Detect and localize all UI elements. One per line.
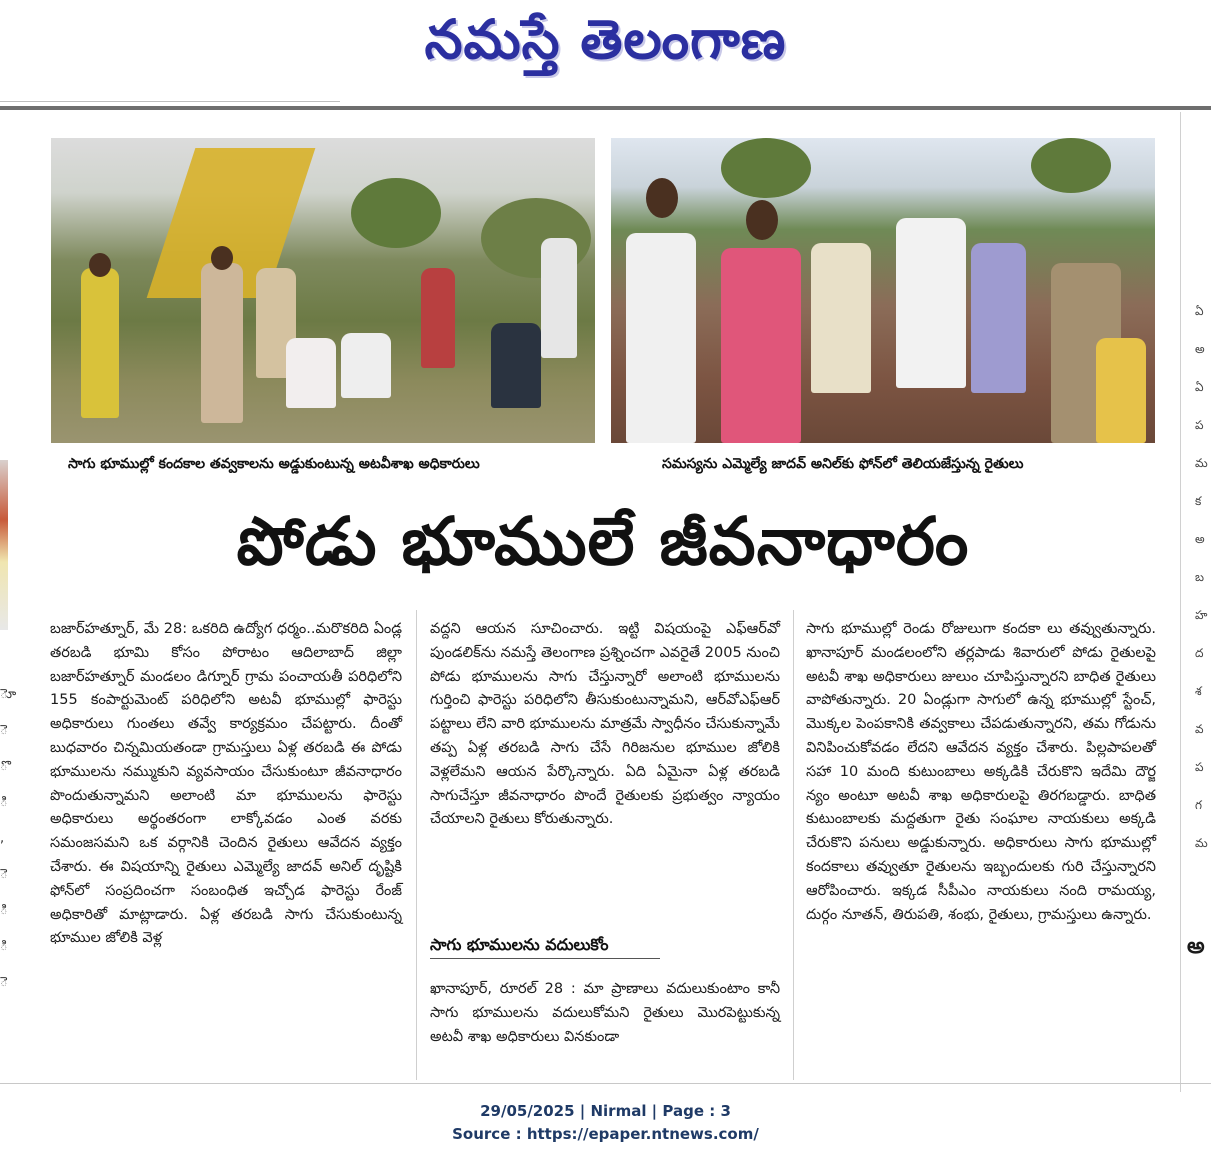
- subheading-underline: [430, 958, 660, 959]
- article-paragraph: బజార్‌హత్నూర్, మే 28: ఒకరిది ఉద్యోగ ధర్మం..మరొకరిది ఏండ్ల తరబడి భూమి కోసం పోరాటం ఆదిలాబాద్ జిల్లా బజార్‌హత్నూర్ మండలం డిగ్నూర్ గ్రామ పంచాయతీ పరిధిలోని 155 కంపార్టుమెంట్ పరిధిలోని అటవీ భూముల్లో ఫారెస్టు అధికారులు గుంతలు తవ్వే కార్యక్రమం చేపట్టారు. దీంతో బుధవారం చిన్నమియతండా గ్రామస్తులు ఏళ్ల తరబడి ఈ పోడు భూములను నమ్ముకుని వ్యవసాయం చేసుకుంటూ జీవనాధారం పొందుతున్నామని అలాంటి మా భూములను ఫారెస్టు అధికారులు అర్థంతరంగా లాక్కోవడం ఎంత వరకు సమంజసమని ఒక వర్గానికి చెందిన రైతులు ఆవేదన వ్యక్తం చేశారు. ఈ విషయాన్ని రైతులు ఎమ్మెల్యే జాదవ్ అనిల్ దృష్టికి ఫోన్‌లో సంప్రదించగా సంబంధిత ఇచ్చోడ ఫారెస్టు రేంజ్ అధికారితో మాట్లాడారు. ఏళ్ల తరబడి సాగు చేసుకుంటున్న భూముల జోలికి వెళ్ల: [50, 621, 402, 947]
- article-paragraph: సాగు భూముల్లో రెండు రోజులుగా కందకా లు తవ్వుతున్నారు. ఖానాపూర్ మండలంలోని తర్లపాడు శివారులో పోడు రైతులపై అటవీ శాఖ అధికారులు జులుం చూపిస్తున్నారని బాధిత రైతులు వాపోతున్నారు. 20 ఏండ్లుగా సాగులో ఉన్న భూముల్లో స్టేంచ్, మొక్కల పెంపకానికి తవ్వకాలు చేపడుతున్నారని, తమ గోడును వినిపించుకోవడం లేదని ఆవేదన వ్యక్తం చేశారు. పిల్లపాపలతో సహా 10 మంది కుటుంబాలు అక్కడికి చేరుకొని ఇదేమి దౌర్జ న్యం అంటూ అటవీ శాఖ అధికారులపై తిరగబడ్డారు. బాధిత కుటుంబాలకు మద్దతుగా రైతు సంఘాల నాయకులు అక్కడి చేరుకొని పనులు అడ్డుకున్నారు. అధికారులు సాగు భూముల్లో కందకాలు తవ్వుతూ రైతులను ఇబ్బందులకు గురి చేస్తున్నారని ఆరోపించారు. ఇక్కడ సీపీఎం నాయకులు నంది రామయ్య, దుర్గం నూతన్, తిరుపతి, శంభు, రైతులు, గ్రామస్తులు ఉన్నారు.: [806, 621, 1156, 923]
- left-text-fragments: ెూ ె ొ ి , ె ి ి ె: [0, 687, 17, 990]
- masthead-thin-rule: [0, 101, 340, 102]
- person-shape: [286, 338, 336, 408]
- article-column-2: [430, 618, 780, 832]
- photo-caption-left: సాగు భూముల్లో కందకాల తవ్వకాలను అడ్డుకుంటున్న అటవీశాఖ అధికారులు: [68, 456, 480, 472]
- photo-forest-officials: [51, 138, 595, 443]
- column-divider: [793, 610, 794, 1080]
- article-paragraph: ఖానాపూర్, రూరల్ 28 : మా ప్రాణాలు వదులుకుంటాం కానీ సాగు భూములను వదులుకోమని రైతులు మొరపెట్టుకున్న అటవీ శాఖ అధికారులు వినకుండా: [430, 981, 780, 1045]
- page-footer: [0, 1100, 1211, 1146]
- person-shape: [541, 238, 577, 358]
- person-shape: [421, 268, 455, 368]
- tree-shape: [351, 178, 441, 248]
- source-link[interactable]: Source : https://epaper.ntnews.com/: [452, 1125, 759, 1143]
- person-head: [89, 253, 111, 277]
- person-shape: [811, 243, 871, 393]
- right-text-fragments: ఏ అ ఏ ప మ క అ బ హ ద శ వ ప గ మ: [1195, 304, 1208, 850]
- left-cropped-photo: [0, 460, 8, 630]
- photo-caption-right: సమస్యను ఎమ్మెల్యే జాదవ్ అనిల్‌కు ఫోన్‌లో తెలియజేస్తున్న రైతులు: [662, 456, 1024, 472]
- column-divider: [416, 610, 417, 1080]
- person-shape: [896, 218, 966, 388]
- person-shape: [626, 233, 696, 443]
- newspaper-logo: నమస్తే తెలంగాణ: [424, 7, 787, 71]
- person-shape: [341, 333, 391, 398]
- article-subheading: సాగు భూములను వదులుకోం: [430, 935, 609, 954]
- person-head: [211, 246, 233, 270]
- article-paragraph: వద్దని ఆయన సూచించారు. ఇట్టి విషయంపై ఎఫ్‌ఆర్‌వో పుండలిక్‌ను నమస్తే తెలంగాణ ప్రశ్నించగా ఎవరైతే 2005 నుంచి పోడు భూములను సాగు చేస్తున్నారో అలాంటి భూములను గుర్తించి ఫారెస్టు పరిధిలోని తీసుకుంటున్నామని, ఆర్‌వోఎఫ్‌ఆర్ పట్టాలు లేని వారి భూములను మాత్రమే స్వాధీనం చేసుకున్నామే తప్ప ఏళ్ల తరబడి సాగు చేసే గిరిజనుల భూముల జోలికి వెళ్లలేమని ఆయన పేర్కొన్నారు. ఏది ఏమైనా ఏళ్ల తరబడి సాగుచేస్తూ జీవనాధారం పొందే రైతులకు ప్రభుత్వం న్యాయం చేయాలని రైతులు కోరుతున్నారు.: [430, 621, 780, 828]
- footer-rule: [0, 1083, 1211, 1084]
- person-shape: [971, 243, 1026, 393]
- article-column-2b: [430, 978, 780, 1049]
- person-shape: [721, 248, 801, 443]
- article-column-3: [806, 618, 1156, 927]
- person-head: [646, 178, 678, 218]
- article-headline: పోడు భూములే జీవనాధారం: [236, 503, 970, 580]
- person-shape: [81, 268, 119, 418]
- tree-shape: [1031, 138, 1111, 193]
- person-shape: [201, 263, 243, 423]
- person-head: [746, 200, 778, 240]
- right-subhead-fragment: అ: [1187, 934, 1205, 959]
- photo-farmers-phone: [611, 138, 1155, 443]
- left-adjacent-article-strip: [0, 112, 17, 1092]
- person-shape: [491, 323, 541, 408]
- article-column-1: [50, 618, 402, 951]
- tree-shape: [721, 138, 811, 198]
- person-shape: [1096, 338, 1146, 443]
- masthead: [0, 0, 1211, 106]
- edition-info: 29/05/2025 | Nirmal | Page : 3: [480, 1102, 731, 1120]
- right-adjacent-article-strip: [1180, 112, 1211, 1092]
- masthead-rule: [0, 106, 1211, 110]
